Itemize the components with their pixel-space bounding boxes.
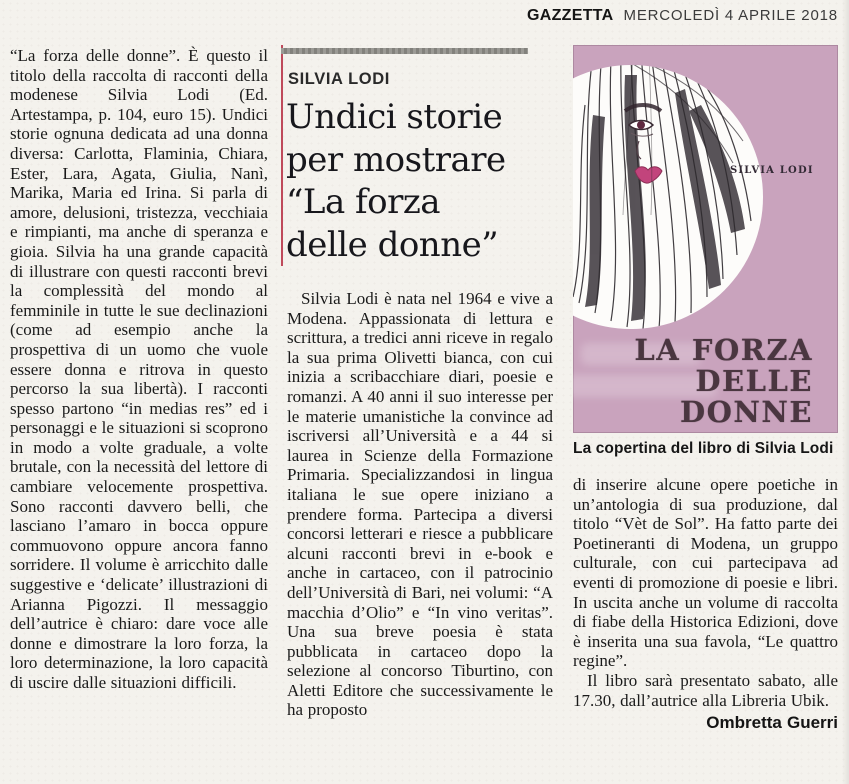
article-paragraph: di inserire alcune opere poetiche in un’antologia di sua produzione, dal titolo “Vèt de Sol”. Ha fatto parte dei Poetineranti di Modena, un gruppo culturale, con cui partecipava ad eventi di promozione di poesie e libri. In uscita anche un volume di raccolta di fiabe della Historica Edizioni, dove è inserita una sua favola, “Le quattro regine”. xyxy=(573,475,838,671)
headline-line: per mostrare xyxy=(286,139,506,180)
article-headline xyxy=(286,96,556,266)
cover-title-line: LA FORZA xyxy=(634,333,813,367)
headline-line: “La forza xyxy=(286,182,441,222)
book-cover-image xyxy=(573,45,838,433)
headline-line: delle donne” xyxy=(286,224,499,265)
masthead xyxy=(527,7,842,25)
right-column-text xyxy=(573,475,838,733)
red-rule xyxy=(281,45,283,266)
headline-line: Undici storie xyxy=(286,97,503,137)
article-kicker: SILVIA LODI xyxy=(288,70,390,88)
edition-date: MERCOLEDÌ 4 APRILE 2018 xyxy=(623,7,838,24)
cover-title xyxy=(573,335,813,433)
middle-column-text xyxy=(287,289,553,720)
photo-caption: La copertina del libro di Silvia Lodi xyxy=(573,440,834,457)
author-signature: Ombretta Guerri xyxy=(706,713,838,733)
cover-subtitle xyxy=(573,432,813,433)
book-cover-illustration xyxy=(573,45,838,375)
eye-pupil xyxy=(637,121,645,129)
newspaper-brand: GAZZETTA xyxy=(527,7,614,24)
gray-bar xyxy=(281,48,528,54)
left-column-text: “La forza delle donne”. È questo il titolo della raccolta di racconti della modenese Silvia Lodi (Ed. Artestampa, p. 104, euro 15). Undici storie ognuna dedicata ad una donna diversa: Carlotta, Flaminia, Chiara, Ester, Lara, Agata, Giulia, Nanì, Marika, Maria ed Irina. Si parla di amore, delusioni, tristezza, vecchiaia e rimpianti, ma anche di speranza e gioia. Silvia ha una grande capacità di illustrare con questi racconti brevi la complessità del mondo al femminile in tutte le sue declinazioni (come ad esempio anche la prospettiva di un uomo che vuole essere donna e ritrova in questo percorso la sua libertà). I racconti spesso partono “in medias res” ed i personaggi e le situazioni si scoprono in modo a volte graduale, a volte brutale, con la necessità del lettore di cambiare velocemente prospettiva. Sono racconti davvero belli, che lasciano l’amaro in bocca oppure commuovono oppure ancora fanno sorridere. Il volume è arricchito dalle suggestive e ‘delicate’ illustrazioni di Arianna Pigozzi. Il messaggio dell’autrice è chiaro: dare voce alle donne e dimostrare la loro forza, la loro determinazione, la loro capacità di uscire dalle situazioni difficili. xyxy=(10,46,268,692)
cover-author-name: SILVIA LODI xyxy=(730,165,814,176)
scan-edge-shadow xyxy=(842,0,849,784)
article-paragraph: Il libro sarà presentato sabato, alle 17.30, dall’autrice alla Libreria Ubik. xyxy=(573,670,838,710)
article-paragraph: Silvia Lodi è nata nel 1964 e vive a Modena. Appassionata di lettura e scrittura, a tredici anni riceve in regalo la sua prima Olivetti bianca, con cui inizia a scribacchiare diari, poesie e romanzi. A 40 anni il suo interesse per le materie umanistiche la convince ad iscriversi all’Università e a 44 si laurea in Scienze della Formazione Primaria. Specializzandosi in lingua italiana le sue opere iniziano a prendere forma. Partecipa a diversi concorsi letterari e riesce a pubblicare alcuni racconti brevi in e-book e anche in cartaceo, con il patrocinio dell’Università di Bari, nei volumi: “A macchia d’Olio” e “In vino veritas”. Una sua breve poesia è stata pubblicata in cartaceo dopo la selezione al concorso Tiburtino, con Aletti Editore che successivamente le ha proposto xyxy=(287,289,553,720)
cover-title-line: DELLE DONNE xyxy=(679,364,813,429)
